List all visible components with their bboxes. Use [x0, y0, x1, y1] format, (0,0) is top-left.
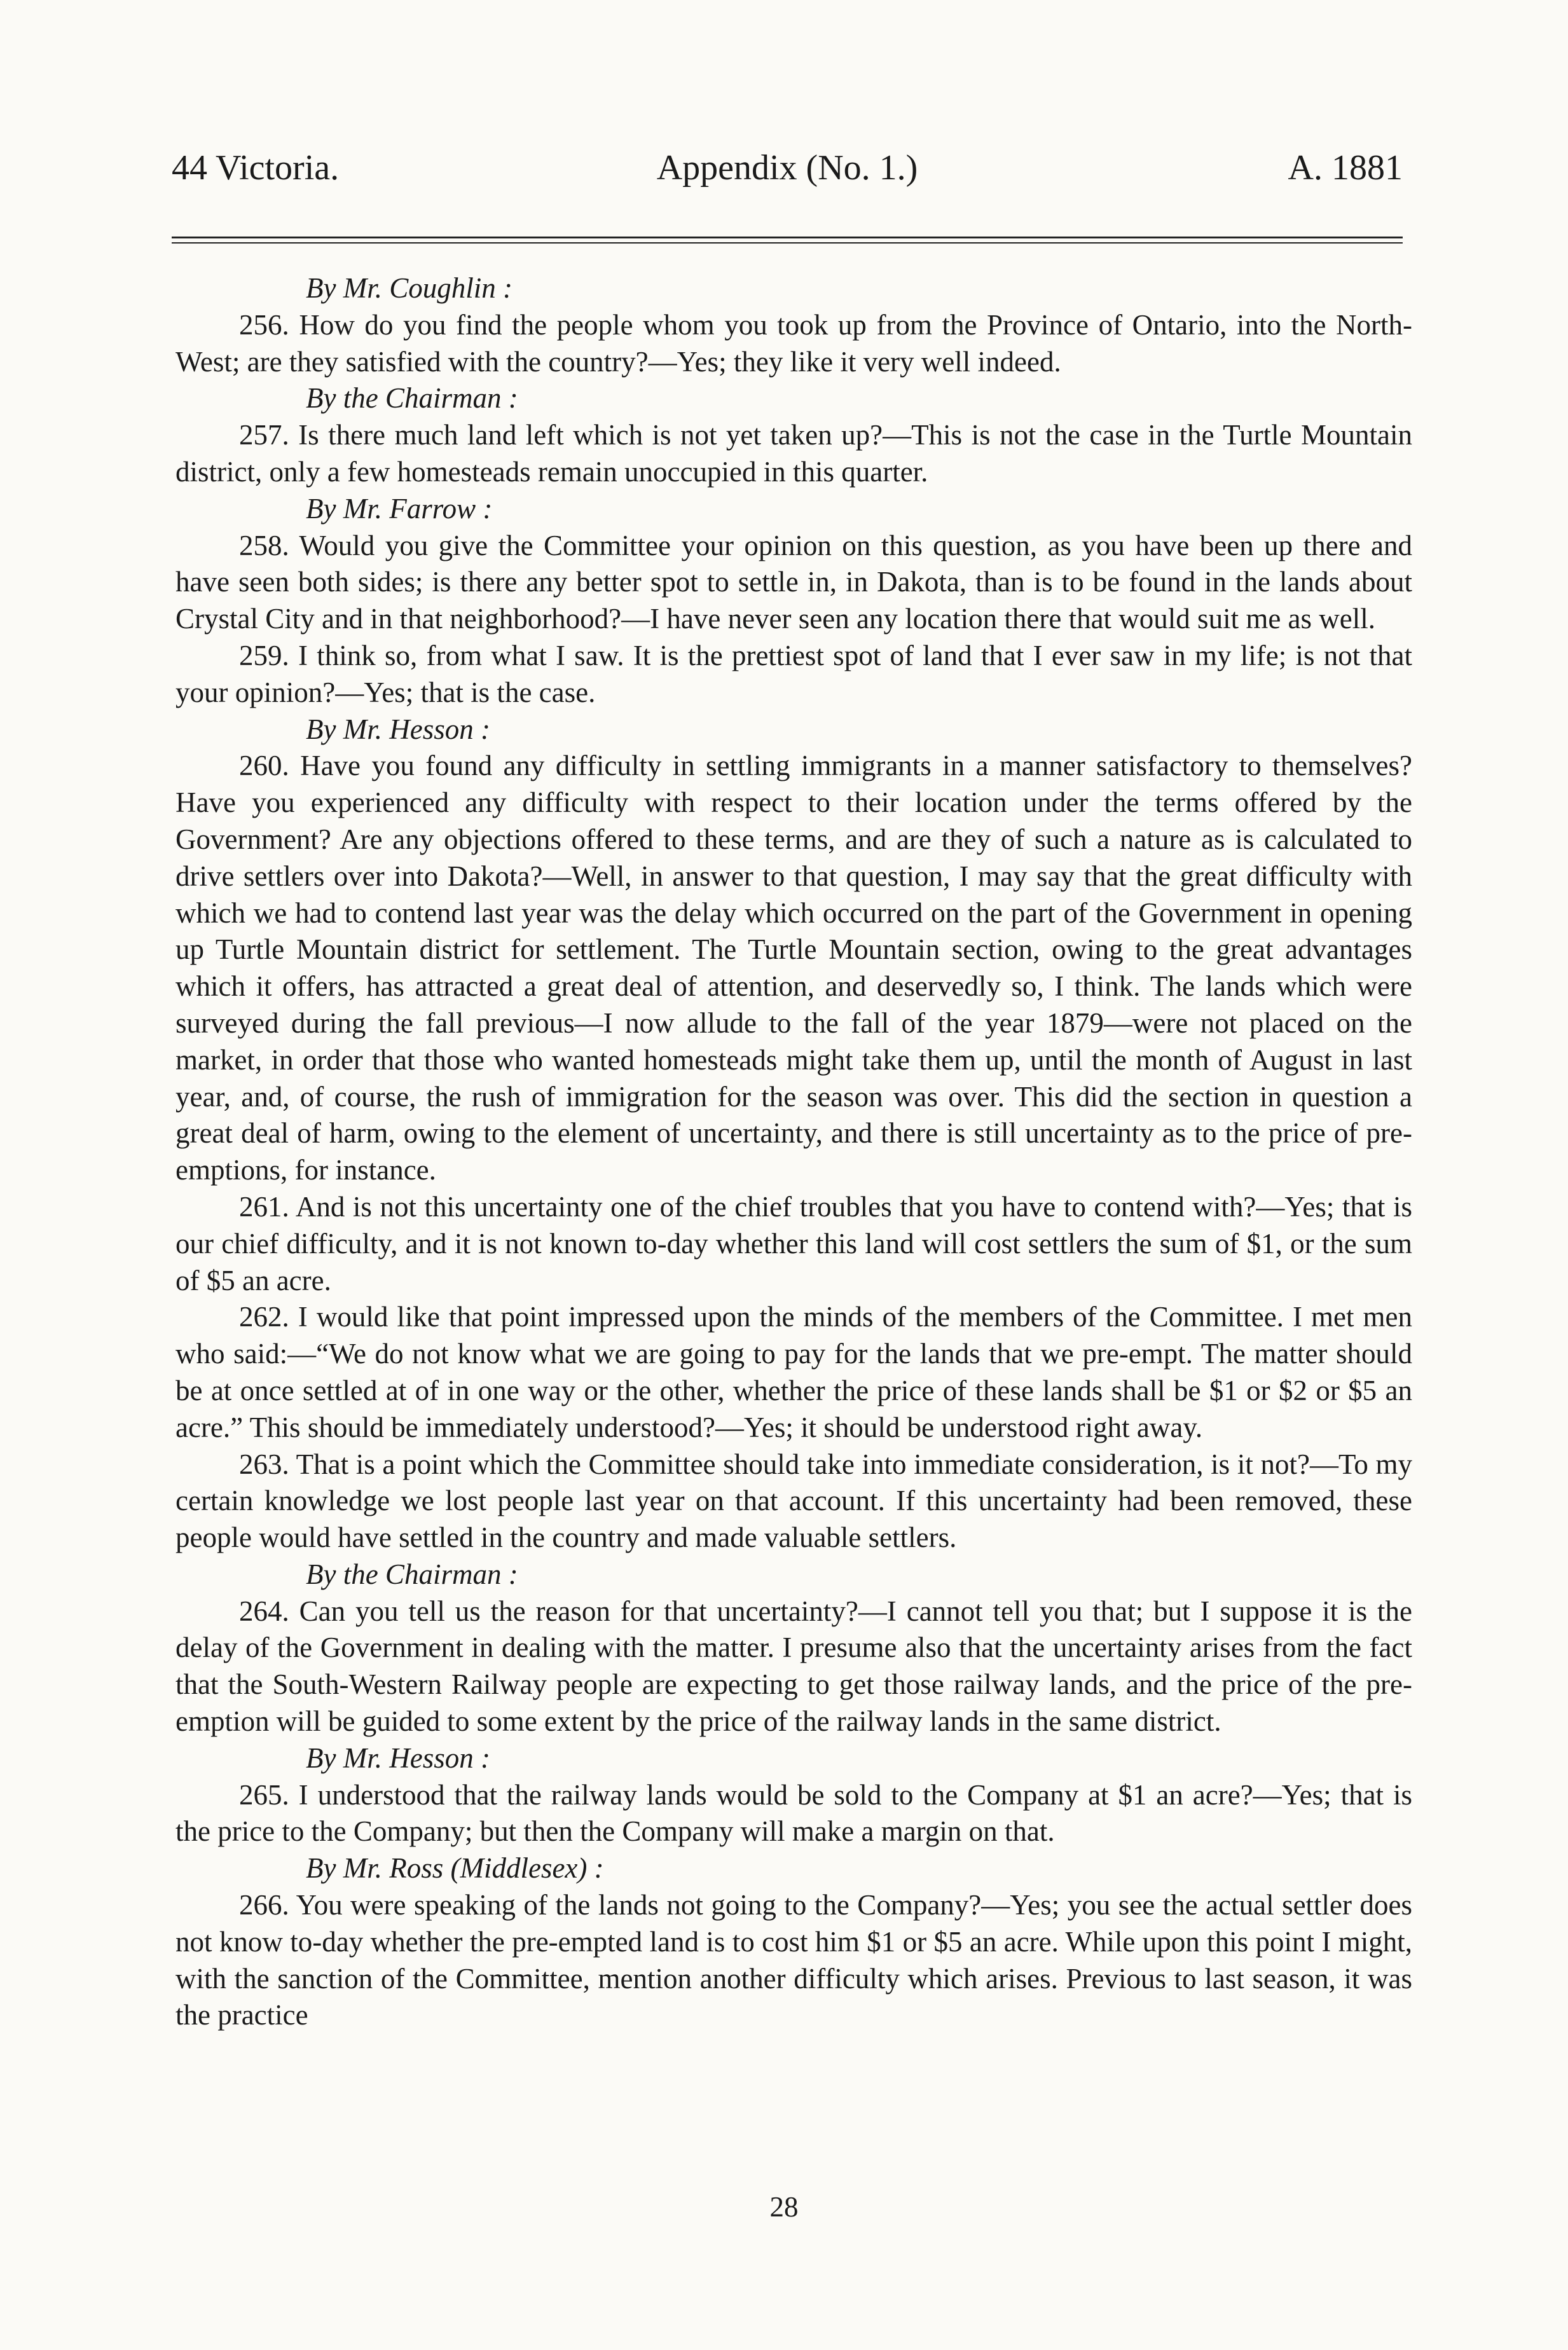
header-session: 44 Victoria. — [172, 148, 340, 188]
speaker-heading: By Mr. Ross (Middlesex) : — [306, 1852, 604, 1885]
testimony-paragraph: 259. I think so, from what I saw. It is the prettiest spot of land that I ever saw in my life; is not that your opinion?—Yes; that is the case. — [175, 639, 1412, 708]
page-number: 28 — [769, 2191, 799, 2223]
speaker-heading: By the Chairman : — [306, 1558, 518, 1590]
testimony-paragraph: 266. You were speaking of the lands not going to the Company?—Yes; you see the actual settler does not know to-day whether the pre-empted land is to cost him $1 or $5 an acre. While upon this point I might, with the sanction of the Committee, mention another difficulty which arises. Previous to last season, it was the practice — [175, 1889, 1412, 2031]
header-year: A. 1881 — [1288, 148, 1403, 188]
testimony-paragraph: 257. Is there much land left which is not yet taken up?—This is not the case in the Turtle Mountain district, only a few homesteads remain unoccupied in this quarter. — [175, 419, 1412, 488]
testimony-paragraph: 264. Can you tell us the reason for that uncertainty?—I cannot tell you that; but I suppose it is the delay of the Government in dealing with the matter. I presume also that the uncertainty arises from the fact that the South-Western Railway people are expecting to get those railway lands, and the price of the pre-emption will be guided to some extent by the price of the railway lands in the same district. — [175, 1595, 1412, 1738]
running-header — [172, 148, 1403, 198]
header-rule — [172, 237, 1403, 244]
speaker-heading: By Mr. Farrow : — [306, 492, 493, 525]
testimony-paragraph: 256. How do you find the people whom you took up from the Province of Ontario, into the North-West; are they satisfied with the country?—Yes; they like it very well indeed. — [175, 308, 1412, 378]
testimony-paragraph: 258. Would you give the Committee your opinion on this question, as you have been up there and have seen both sides; is there any better spot to settle in, in Dakota, than is to be found in the lands about Crystal City and in that neighborhood?—I have never seen any location there that would suit me as well. — [175, 529, 1412, 635]
speaker-heading: By Mr. Hesson : — [306, 713, 490, 745]
testimony-paragraph: 263. That is a point which the Committee should take into immediate consideration, is it not?—To my certain knowledge we lost people last year on that account. If this uncertainty had been removed, these people would have settled in the country and made valuable settlers. — [175, 1448, 1412, 1554]
testimony-paragraph: 261. And is not this uncertainty one of the chief troubles that you have to contend with?—Yes; that is our chief difficulty, and it is not known to-day whether this land will cost settlers the sum of $1, or the sum of $5 an acre. — [175, 1190, 1412, 1296]
testimony-paragraph: 260. Have you found any difficulty in settling immigrants in a manner satisfactory to themselves? Have you experienced any difficulty with respect to their location under the terms offered by the Government? Are any objections offered to these terms, and are they of such a nature as is calculated to drive settlers over into Dakota?—Well, in answer to that question, I may say that the great difficulty with which we had to contend last year was the delay which occurred on the part of the Government in opening up Turtle Mountain district for settlement. The Turtle Mountain section, owing to the great advantages which it offers, has attracted a great deal of attention, and deservedly so, I think. The lands which were surveyed during the fall previous—I now allude to the fall of the year 1879—were not placed on the market, in order that those who wanted homesteads might take them up, until the month of August in last year, and, of course, the rush of immigration for the season was over. This did the section in question a great deal of harm, owing to the element of uncertainty, and there is still uncertainty as to the price of pre-emptions, for instance. — [175, 750, 1412, 1186]
speaker-heading: By Mr. Hesson : — [306, 1742, 490, 1774]
speaker-heading: By the Chairman : — [306, 382, 518, 415]
speaker-heading: By Mr. Coughlin : — [306, 272, 512, 304]
testimony-paragraph: 262. I would like that point impressed upon the minds of the members of the Committee. I met men who said:—“We do not know what we are going to pay for the lands that we pre-empt. The matter should be at once settled at of in one way or the other, whether the price of these lands shall be $1 or $2 or $5 an acre.” This should be immediately understood?—Yes; it should be understood right away. — [175, 1301, 1412, 1443]
header-appendix: Appendix (No. 1.) — [656, 148, 918, 188]
page-body — [175, 270, 1412, 2034]
testimony-paragraph: 265. I understood that the railway lands would be sold to the Company at $1 an acre?—Yes; that is the price to the Company; but then the Company will make a margin on that. — [175, 1778, 1412, 1848]
